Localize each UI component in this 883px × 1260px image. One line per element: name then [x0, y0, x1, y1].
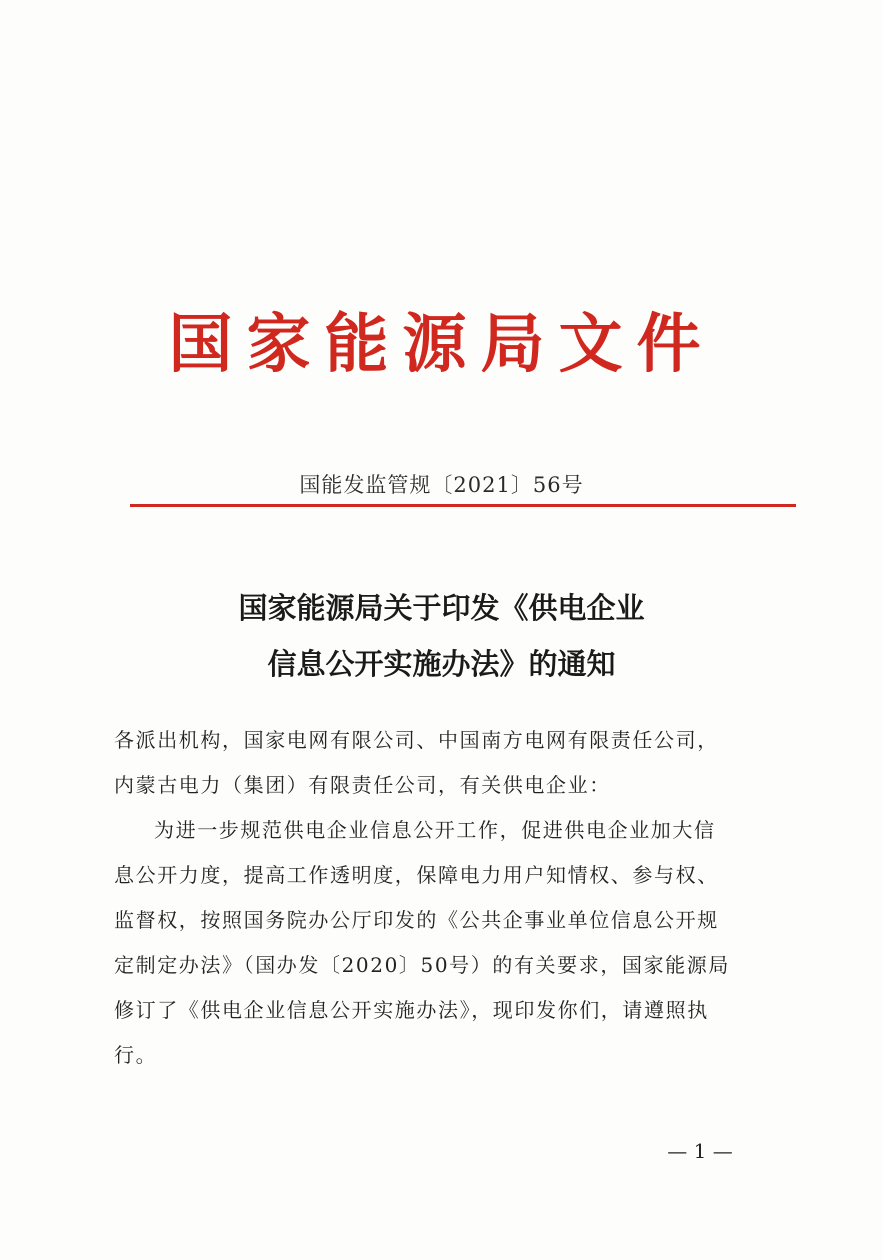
body-line-5: 修订了《供电企业信息公开实施办法》，现印发你们，请遵照执 [114, 998, 709, 1022]
body-line-4: 定制定办法》（国办发〔2020〕50号）的有关要求，国家能源局 [114, 953, 730, 977]
page-number: — 1 — [667, 1139, 733, 1163]
red-divider-line [130, 504, 796, 507]
body-line-6: 行。 [114, 1043, 158, 1067]
addressee-line-2: 内蒙古电力（集团）有限责任公司，有关供电企业： [114, 773, 611, 797]
notice-title [0, 580, 883, 692]
notice-title-line-1: 国家能源局关于印发《供电企业 [238, 591, 645, 625]
body-line-3: 监督权，按照国务院办公厅印发的《公共企事业单位信息公开规 [114, 908, 719, 932]
document-number: 国能发监管规〔2021〕56号 [299, 473, 584, 497]
body-line-1: 为进一步规范供电企业信息公开工作，促进供电企业加大信 [154, 818, 716, 842]
masthead-title: 国家能源局文件 [168, 307, 715, 382]
body-line-2: 息公开力度，提高工作透明度，保障电力用户知情权、参与权、 [114, 863, 719, 887]
addressee-line-1: 各派出机构，国家电网有限公司、中国南方电网有限责任公司， [114, 728, 719, 752]
notice-body [114, 718, 774, 1078]
notice-title-line-2: 信息公开实施办法》的通知 [267, 647, 616, 681]
